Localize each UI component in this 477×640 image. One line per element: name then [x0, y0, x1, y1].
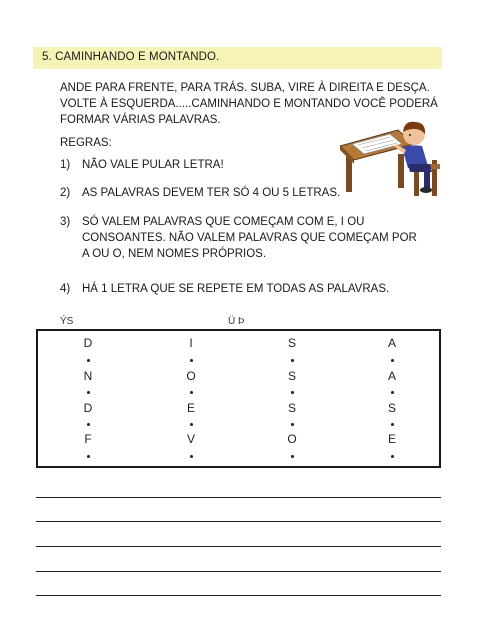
grid-dot — [291, 423, 294, 426]
grid-dot — [87, 455, 90, 458]
grid-dot — [391, 391, 394, 394]
grid-dot — [291, 455, 294, 458]
grid-letter[interactable]: F — [84, 432, 92, 446]
rule-text: HÁ 1 LETRA QUE SE REPETE EM TODAS AS PALAVRAS. — [82, 283, 390, 295]
rule-item — [60, 185, 340, 201]
answer-line[interactable] — [36, 546, 441, 547]
rule-item — [60, 157, 224, 173]
grid-letter[interactable]: A — [387, 369, 396, 383]
rule-text: AS PALAVRAS DEVEM TER SÓ 4 OU 5 LETRAS. — [82, 187, 341, 199]
intro-line: ANDE PARA FRENTE, PARA TRÁS. SUBA, VIRE À DIREITA E DESÇA. — [60, 82, 430, 94]
boy-shoe — [420, 187, 432, 193]
exercise-title: 5. CAMINHANDO E MONTANDO. — [42, 51, 220, 63]
grid-letter[interactable]: E — [387, 432, 396, 446]
answer-line[interactable] — [36, 595, 441, 596]
grid-letter[interactable]: I — [189, 336, 193, 350]
grid-letter[interactable]: D — [83, 336, 93, 350]
grid-dot — [391, 455, 394, 458]
answer-line[interactable] — [36, 497, 441, 498]
grid-letter[interactable]: A — [387, 336, 396, 350]
answer-line[interactable] — [36, 521, 441, 522]
rules-title: REGRAS: — [60, 137, 112, 149]
stray-glyph: Ü Þ — [228, 316, 245, 327]
rule-text: SÓ VALEM PALAVRAS QUE COMEÇAM COM E, I OU — [82, 216, 365, 228]
grid-dot — [190, 391, 193, 394]
rule-text: CONSOANTES. NÃO VALEM PALAVRAS QUE COMEÇAM POR — [82, 232, 417, 244]
rule-number: 3) — [60, 216, 71, 228]
grid-dot — [190, 455, 193, 458]
grid-letter[interactable]: S — [287, 336, 296, 350]
answer-line[interactable] — [36, 571, 441, 572]
grid-dot — [87, 423, 90, 426]
grid-dot — [291, 359, 294, 362]
rule-number: 2) — [60, 187, 71, 199]
grid-letter[interactable]: S — [287, 369, 296, 383]
grid-dot — [391, 423, 394, 426]
grid-dot — [291, 391, 294, 394]
grid-dot — [391, 359, 394, 362]
rule-text: NÃO VALE PULAR LETRA! — [82, 159, 224, 171]
boy-at-desk-illustration — [340, 120, 445, 200]
intro-line: VOLTE À ESQUERDA.....CAMINHANDO E MONTANDO VOCÊ PODERÁ — [60, 98, 438, 110]
grid-letter[interactable]: V — [186, 432, 195, 446]
grid-dot — [87, 359, 90, 362]
intro-line: FORMAR VÁRIAS PALAVRAS. — [60, 114, 221, 126]
grid-letter[interactable]: S — [287, 401, 296, 415]
rule-number: 4) — [60, 283, 71, 295]
rule-item — [60, 214, 417, 262]
grid-letter[interactable]: N — [83, 369, 93, 383]
grid-letter[interactable]: O — [186, 369, 196, 383]
rule-text: A OU O, NEM NOMES PRÓPRIOS. — [82, 248, 267, 260]
desk-leg — [398, 154, 404, 188]
grid-letter[interactable]: E — [186, 401, 195, 415]
rule-number: 1) — [60, 159, 71, 171]
letter-grid — [36, 329, 441, 468]
grid-dot — [87, 391, 90, 394]
grid-letter[interactable]: S — [387, 401, 396, 415]
rule-item — [60, 281, 389, 297]
grid-letter[interactable]: D — [83, 401, 93, 415]
grid-letter[interactable]: O — [287, 432, 297, 446]
stray-glyph: ÝS — [60, 316, 74, 327]
grid-dot — [190, 423, 193, 426]
grid-dot — [190, 359, 193, 362]
